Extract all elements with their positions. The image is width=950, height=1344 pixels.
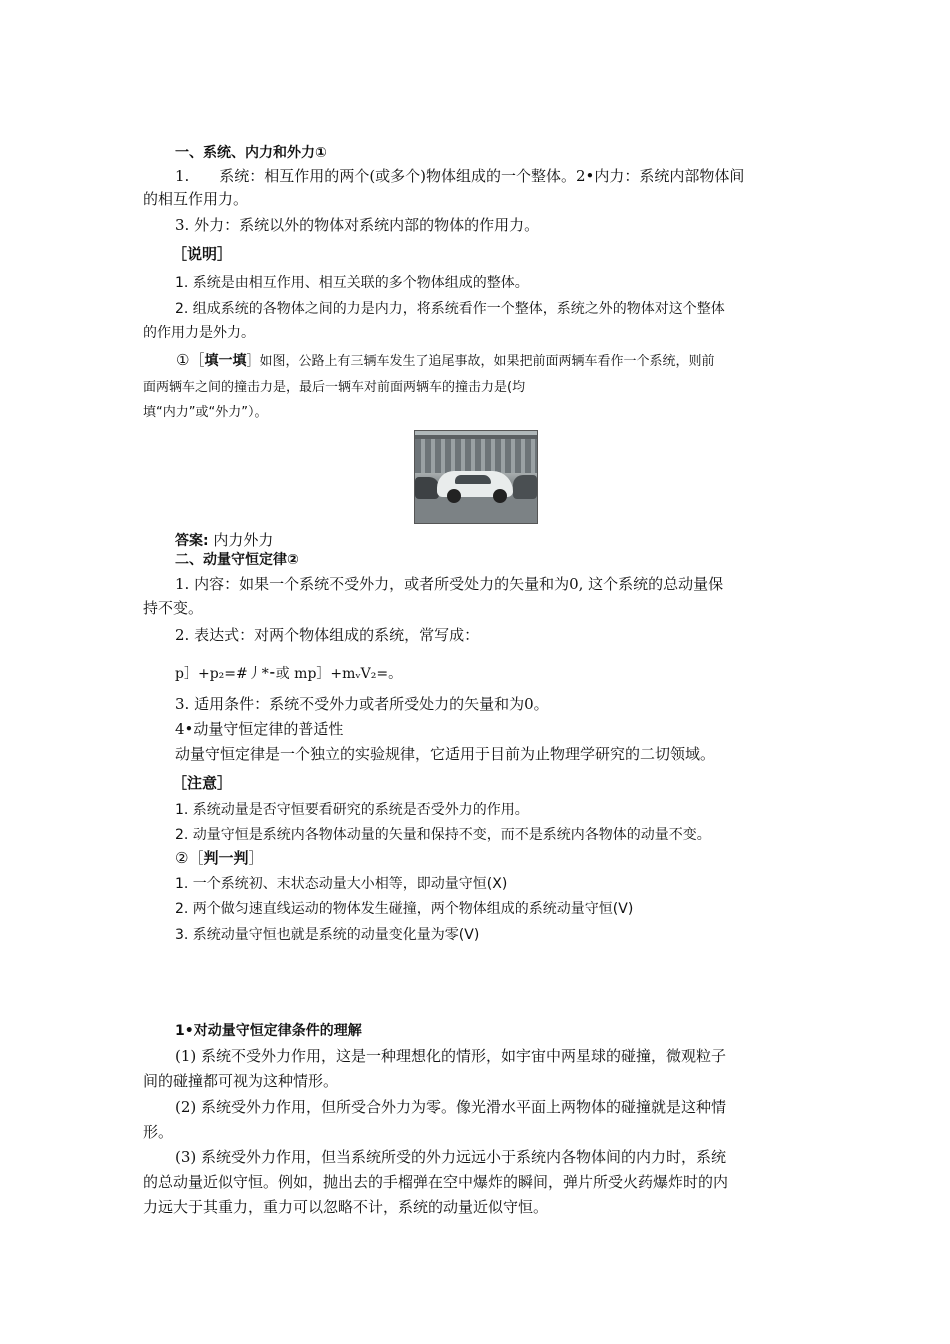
answer-text: 内力外力 xyxy=(213,531,274,549)
car-accident-photo-icon xyxy=(414,430,538,524)
fill-mark: ①［ xyxy=(176,351,205,369)
s1-p3: 3. 外力：系统以外的物体对系统内部的物体的作用力。 xyxy=(175,216,540,234)
s2-note1: 1. 系统动量是否守恒要看研究的系统是否受外力的作用。 xyxy=(175,802,529,818)
section1-heading: 一、系统、内力和外力① xyxy=(175,145,327,161)
s1-note2-line2: 的作用力是外力。 xyxy=(143,325,255,341)
s2-c3: 3. 适用条件：系统不受外力或者所受处力的矢量和为0。 xyxy=(175,695,549,713)
s2-c2: 2. 表达式：对两个物体组成的系统，常写成： xyxy=(175,626,480,644)
s3-p2-line1: (2) 系统受外力作用，但所受合外力为零。像光滑水平面上两物体的碰撞就是这种情 xyxy=(175,1098,727,1116)
s2-c4: 4•动量守恒定律的普适性 xyxy=(175,720,344,738)
judge-mark: ②［ xyxy=(175,849,204,867)
s1-note1: 1. 系统是由相互作用、相互关联的多个物体组成的整体。 xyxy=(175,275,529,291)
s2-judge2: 2. 两个做匀速直线运动的物体发生碰撞，两个物体组成的系统动量守恒(V) xyxy=(175,901,634,917)
s2-note-label: ［注意］ xyxy=(172,774,233,792)
s1-note-label: ［说明］ xyxy=(172,245,233,263)
section2-heading: 二、动量守恒定律② xyxy=(175,552,299,568)
s1-p1-line2: 的相互作用力。 xyxy=(143,190,249,208)
s2-c1-line2: 持不变。 xyxy=(143,599,204,617)
s2-judge1: 1. 一个系统初、末状态动量大小相等，即动量守恒(X) xyxy=(175,876,508,892)
answer-line xyxy=(175,530,273,551)
s2-c1-line1: 1. 内容：如果一个系统不受外力，或者所受处力的矢量和为0, 这个系统的总动量保 xyxy=(175,575,724,593)
s3-p3-line1: (3) 系统受外力作用，但当系统所受的外力远远小于系统内各物体间的内力时，系统 xyxy=(175,1148,727,1166)
s3-p3-line2: 的总动量近似守恒。例如，抛出去的手榴弹在空中爆炸的瞬间，弹片所受火药爆炸时的内 xyxy=(143,1173,729,1191)
s2-c4-body: 动量守恒定律是一个独立的实验规律，它适用于目前为止物理学研究的二切领域。 xyxy=(175,745,716,763)
s3-p1-line1: (1) 系统不受外力作用，这是一种理想化的情形，如宇宙中两星球的碰撞，微观粒子 xyxy=(175,1047,727,1065)
s3-p1-line2: 间的碰撞都可视为这种情形。 xyxy=(143,1072,339,1090)
fill-text-a: ］如图，公路上有三辆车发生了追尾事故，如果把前面两辆车看作一个系统，则前 xyxy=(246,354,715,369)
judge-end: ］ xyxy=(248,849,264,867)
s3-p2-line2: 形。 xyxy=(143,1123,174,1141)
s1-fill-line2: 面两辆车之间的撞击力是，最后一辆车对前面两辆车的撞击力是(均 xyxy=(143,380,526,395)
answer-label: 答案: xyxy=(175,533,209,549)
s2-note2: 2. 动量守恒是系统内各物体动量的矢量和保持不变，而不是系统内各物体的动量不变。 xyxy=(175,827,711,843)
s2-judge-heading xyxy=(175,848,263,868)
section3-heading: 1•对动量守恒定律条件的理解 xyxy=(175,1023,362,1039)
s2-judge3: 3. 系统动量守恒也就是系统的动量变化量为零(V) xyxy=(175,927,480,943)
judge-label: 判一判 xyxy=(203,849,249,867)
s2-formula: p］+p₂=#丿*⁃或 mp］+mᵥV₂=。 xyxy=(175,666,403,682)
s1-fill-line3: 填“内力”或“外力”）。 xyxy=(143,405,268,420)
s3-p3-line3: 力远大于其重力，重力可以忽略不计，系统的动量近似守恒。 xyxy=(143,1198,549,1216)
s1-fill-line1 xyxy=(176,350,714,372)
s1-note2-line1: 2. 组成系统的各物体之间的力是内力，将系统看作一个整体，系统之外的物体对这个整体 xyxy=(175,301,725,317)
fill-label: 填一填 xyxy=(204,353,247,369)
s1-p1-line1: 1. 系统：相互作用的两个(或多个)物体组成的一个整体。2•内力：系统内部物体间 xyxy=(175,167,745,185)
